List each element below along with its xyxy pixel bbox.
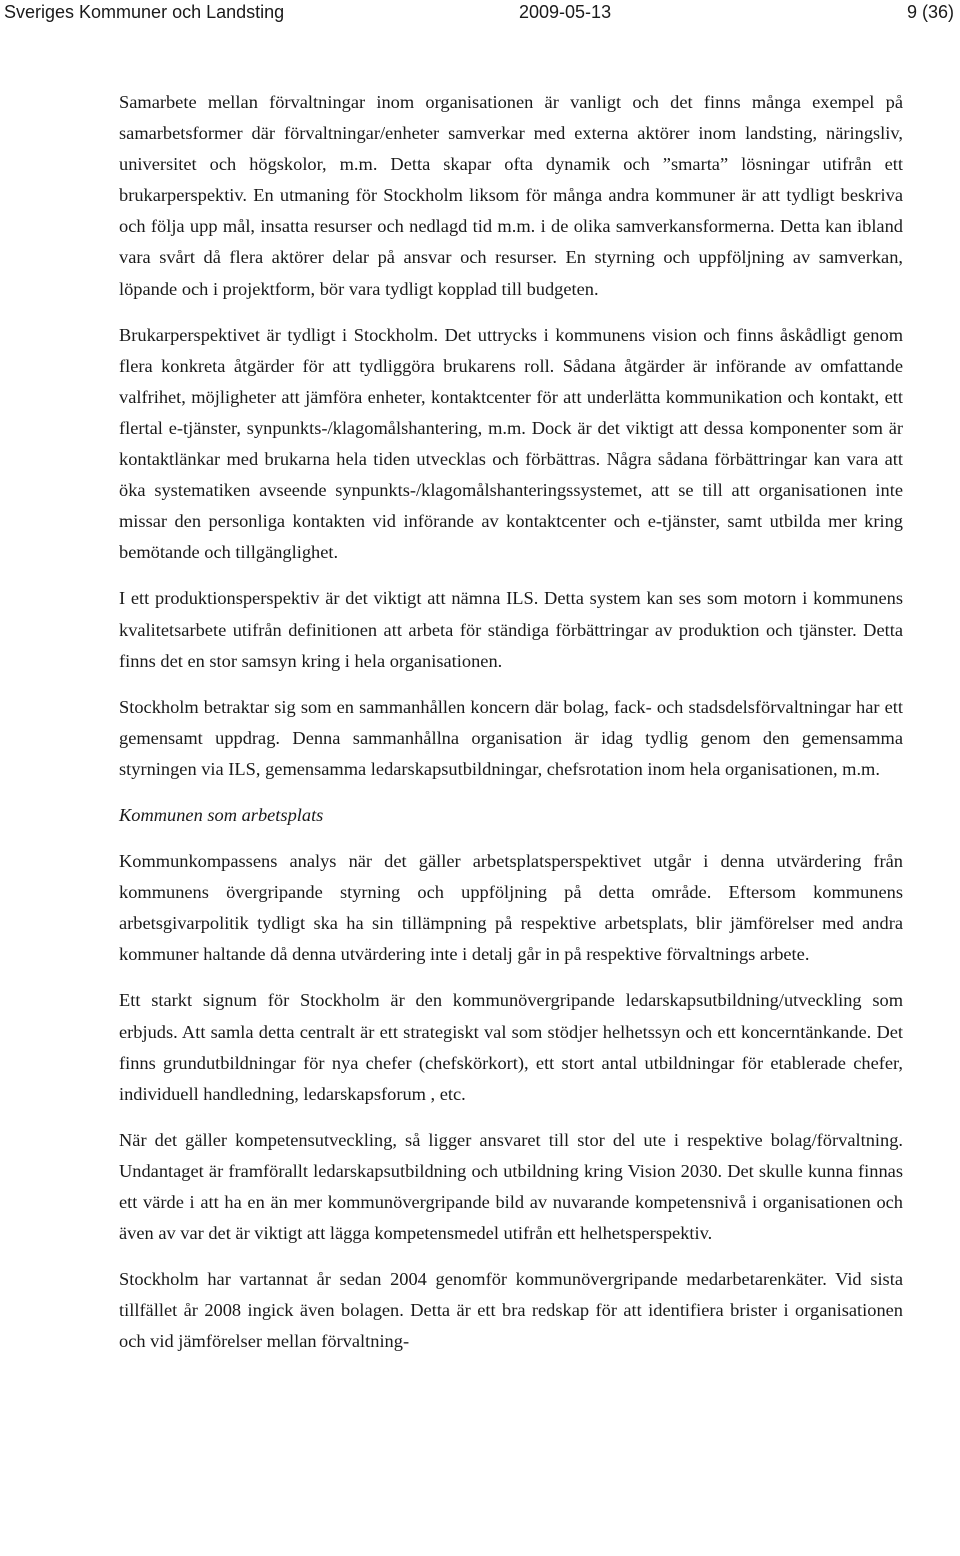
header-page-number: 9 (36) [906, 2, 954, 22]
paragraph: Stockholm betraktar sig som en sammanhållen koncern där bolag, fack- och stadsdelsförvaltningar har ett gemensamt uppdrag. Denna sammanhållna organisation är idag tydlig genom den gemensamma styrningen via ILS, gemensamma ledarskapsutbildningar, chefsrotation inom hela organisationen, m.m. [119, 696, 903, 779]
paragraph: I ett produktionsperspektiv är det viktigt att nämna ILS. Detta system kan ses som motorn i kommunens kvalitetsarbete utifrån definitionen att arbeta för ständiga förbättringar av produktion och tjänster. Detta finns det en stor samsyn kring i hela organisationen. [119, 588, 903, 671]
page-header [0, 0, 960, 28]
header-organization: Sveriges Kommuner och Landsting [4, 2, 285, 22]
header-date: 2009-05-13 [519, 2, 612, 22]
paragraph: Kommunkompassens analys när det gäller arbetsplatsperspektivet utgår i denna utvärdering från kommunens övergripande styrning och uppföljning på detta område. Eftersom kommunens arbetsgivarpolitik tydligt ska ha sin tillämpning på respektive arbetsplats, blir jämförelser med andra kommuner haltande då denna utvärdering inte i detalj går in på respektive förvaltnings arbete. [119, 851, 903, 965]
paragraph: Ett starkt signum för Stockholm är den kommunövergripande ledarskapsutbildning/utveckling som erbjuds. Att samla detta centralt är ett strategiskt val som stödjer helhetssyn och ett koncerntänkande. Det finns grundutbildningar för nya chefer (chefskörkort), ett stort antal utbildningar för etablerade chefer, individuell handledning, ledarskapsforum , etc. [119, 990, 903, 1104]
paragraph: Samarbete mellan förvaltningar inom organisationen är vanligt och det finns många exempel på samarbetsformer där förvaltningar/enheter samverkar med externa aktörer inom landsting, näringsliv, universitet och högskolor, m.m. Detta skapar ofta dynamik och ”smarta” lösningar utifrån ett brukarperspektiv. En utmaning för Stockholm liksom för många andra kommuner är att tydligt beskriva och följa upp mål, insatta resurser och nedlagd tid m.m. i de olika samverkansformerna. Detta kan ibland vara svårt då flera aktörer delar på ansvar och resurser. En styrning och uppföljning av samverkan, löpande och i projektform, bör vara tydligt kopplad till budgeten. [119, 92, 903, 299]
paragraph: När det gäller kompetensutveckling, så ligger ansvaret till stor del ute i respektive bolag/förvaltning. Undantaget är framförallt ledarskapsutbildning och utbildning kring Vision 2030. Det skulle kunna finnas ett värde i att ha en än mer kommunövergripande bild av nuvarande kompetensnivå i organisationen och även av var det är viktigt att lägga kompetensmedel utifrån ett helhetsperspektiv. [119, 1129, 903, 1244]
document-body [119, 87, 903, 1372]
section-heading: Kommunen som arbetsplats [119, 804, 324, 825]
paragraph: Brukarperspektivet är tydligt i Stockholm. Det uttrycks i kommunens vision och finns åskådligt genom flera konkreta åtgärder för att tydliggöra brukarens roll. Sådana åtgärder är införande av omfattande valfrihet, möjligheter att jämföra enheter, kontaktcenter för att underlätta kommunikation och kontakt, ett flertal e-tjänster, synpunkts-/klagomålshantering, m.m. Dock är det viktigt att dessa komponenter som är kontaktlänkar med brukarna hela tiden utvecklas och förbättras. Några sådana förbättringar kan vara att öka systematiken avseende synpunkts-/klagomålshanteringssystemet, att se till att organisationen inte missar den personliga kontakten vid införande av kontaktcenter och e-tjänster, samt utbilda mer kring bemötande och tillgänglighet. [119, 324, 903, 563]
paragraph: Stockholm har vartannat år sedan 2004 genomför kommunövergripande medarbetarenkäter. Vid sista tillfället år 2008 ingick även bolagen. Detta är ett bra redskap för att identifiera brister i organisationen och vid jämförelser mellan förvaltning- [119, 1269, 903, 1352]
